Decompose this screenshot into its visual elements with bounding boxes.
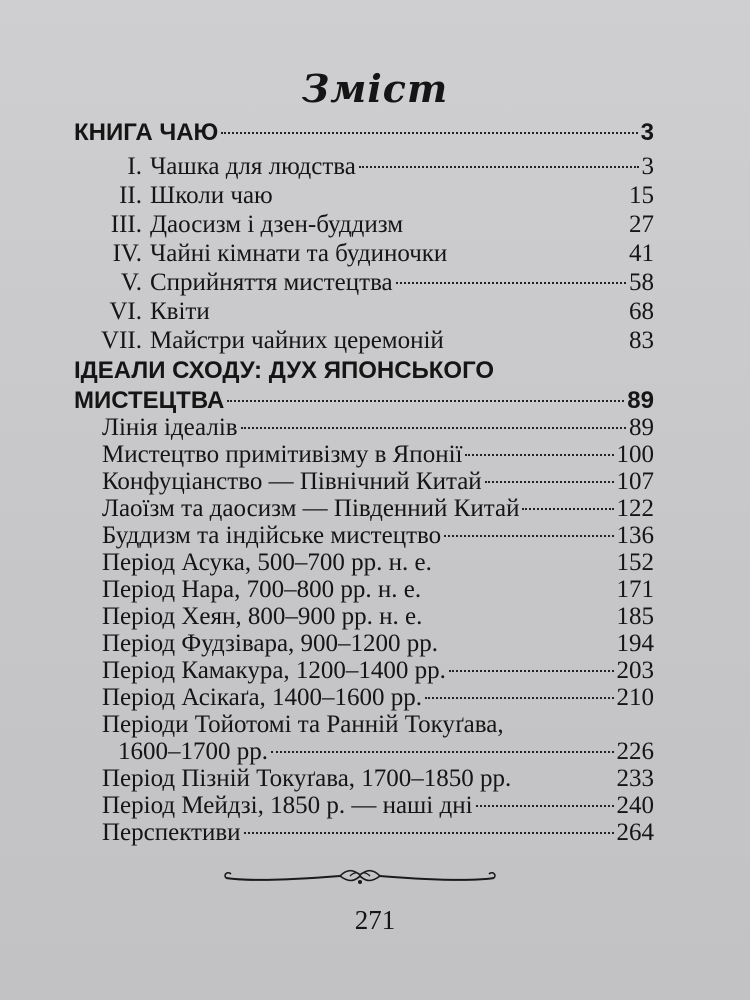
entry-title: Період Нара, 700–800 рр. н. е. xyxy=(102,576,422,603)
chapter-title: Майстри чайних церемоній xyxy=(150,327,444,354)
toc-entry-12-line1[interactable]: Періоди Тойотомі та Ранній Токуґава, xyxy=(102,711,504,738)
dot-leader xyxy=(485,481,614,483)
page-title: Зміст xyxy=(301,66,449,111)
dot-leader xyxy=(465,454,613,456)
chapter-number: VII. xyxy=(101,327,142,354)
page-number: 68 xyxy=(629,298,654,325)
toc-entry-1[interactable] xyxy=(102,413,654,443)
page-number: 233 xyxy=(616,765,654,792)
toc-chapter-3[interactable] xyxy=(96,210,654,240)
toc-chapter-7[interactable] xyxy=(96,326,654,356)
dot-leader xyxy=(449,670,614,672)
toc-entry-10[interactable] xyxy=(102,656,654,686)
chapter-number: IV. xyxy=(112,240,142,267)
toc-entry-4[interactable] xyxy=(102,494,654,524)
section-title: КНИГА ЧАЮ xyxy=(74,119,219,146)
entry-title: Період Фудзівара, 900–1200 рр. xyxy=(102,630,439,657)
page-folio-number: 271 xyxy=(354,905,396,935)
entry-title: Період Мейдзі, 1850 р. — наші дні xyxy=(102,792,473,819)
page-number: 83 xyxy=(629,327,654,354)
entry-title: Лінія ідеалів xyxy=(102,414,238,441)
entry-title: Конфуціанство — Північний Китай xyxy=(102,468,482,495)
chapter-title: Чайні кімнати та будиночки xyxy=(150,240,448,267)
toc-chapter-1[interactable] xyxy=(96,152,654,182)
flourish-divider-icon xyxy=(222,862,498,888)
entry-title: Період Асікаґа, 1400–1600 рр. xyxy=(102,684,423,711)
chapter-title: Школи чаю xyxy=(150,182,273,209)
chapter-title: Даосизм і дзен-буддизм xyxy=(150,211,404,238)
toc-entry-3[interactable] xyxy=(102,467,654,497)
entry-title: Період Асука, 500–700 рр. н. е. xyxy=(102,549,432,576)
dot-leader xyxy=(522,508,613,510)
page-number: 27 xyxy=(629,211,654,238)
entry-title: Перспективи xyxy=(102,819,241,846)
page-number: 41 xyxy=(629,240,654,267)
dot-leader xyxy=(271,751,614,753)
toc-section-ideals-of-the-east[interactable] xyxy=(74,386,654,416)
toc-entry-13[interactable] xyxy=(102,764,654,794)
toc-entry-12[interactable] xyxy=(118,737,654,767)
page-number: 264 xyxy=(616,819,654,846)
chapter-number: I. xyxy=(127,153,142,180)
dot-leader xyxy=(396,282,626,284)
page-number: 185 xyxy=(616,603,654,630)
toc-chapter-4[interactable] xyxy=(96,239,654,269)
page-number: 210 xyxy=(616,684,654,711)
entry-title: Буддизм та індійське мистецтво xyxy=(102,522,442,549)
chapter-number: VI. xyxy=(109,298,142,325)
page-number: 194 xyxy=(616,630,654,657)
toc-entry-15[interactable] xyxy=(102,818,654,848)
dot-leader xyxy=(227,400,624,402)
dot-leader xyxy=(444,535,613,537)
toc-section-ideals-heading[interactable]: ІДЕАЛИ СХОДУ: ДУХ ЯПОНСЬКОГО xyxy=(74,357,495,384)
page-number: 100 xyxy=(616,441,654,468)
toc-entry-5[interactable] xyxy=(102,521,654,551)
dot-leader xyxy=(241,427,626,429)
dot-leader xyxy=(221,132,637,134)
toc-section-book-of-tea[interactable] xyxy=(74,118,654,148)
toc-entry-8[interactable] xyxy=(102,602,654,632)
chapter-number: II. xyxy=(119,182,142,209)
page-number: 89 xyxy=(627,387,654,414)
chapter-title: Квіти xyxy=(150,298,210,325)
entry-title: 1600–1700 рр. xyxy=(118,738,268,765)
toc-entry-9[interactable] xyxy=(102,629,654,659)
toc-entry-14[interactable] xyxy=(102,791,654,821)
page-number: 3 xyxy=(640,119,654,146)
page-number: 136 xyxy=(616,522,654,549)
entry-title: Період Хеян, 800–900 рр. н. е. xyxy=(102,603,423,630)
chapter-title: Чашка для людства xyxy=(150,153,356,180)
page-number: 89 xyxy=(629,414,654,441)
chapter-title: Сприйняття мистецтва xyxy=(150,269,393,296)
toc-chapter-2[interactable] xyxy=(96,181,654,211)
dot-leader xyxy=(425,697,613,699)
page-number: 240 xyxy=(616,792,654,819)
page-number: 107 xyxy=(616,468,654,495)
page-number: 15 xyxy=(629,182,654,209)
entry-title: Період Пізній Токуґава, 1700–1850 рр. xyxy=(102,765,512,792)
page-number: 58 xyxy=(629,269,654,296)
page-number: 226 xyxy=(616,738,654,765)
dot-leader xyxy=(244,832,614,834)
dot-leader xyxy=(476,805,614,807)
toc-entry-6[interactable] xyxy=(102,548,654,578)
toc-entry-7[interactable] xyxy=(102,575,654,605)
toc-entry-2[interactable] xyxy=(102,440,654,470)
chapter-number: III. xyxy=(110,211,142,238)
page-number: 171 xyxy=(616,576,654,603)
entry-title: Лаоїзм та даосизм — Південний Китай xyxy=(102,495,520,522)
page-number: 203 xyxy=(616,657,654,684)
page-number: 122 xyxy=(616,495,654,522)
toc-chapter-6[interactable] xyxy=(96,297,654,327)
entry-title: Мистецтво примітивізму в Японії xyxy=(102,441,463,468)
toc-chapter-5[interactable] xyxy=(96,268,654,298)
chapter-number: V. xyxy=(120,269,142,296)
section-title: МИСТЕЦТВА xyxy=(74,387,225,414)
dot-leader xyxy=(359,166,639,168)
toc-entry-11[interactable] xyxy=(102,683,654,713)
page-number: 3 xyxy=(641,153,654,180)
entry-title: Період Камакура, 1200–1400 рр. xyxy=(102,657,446,684)
page-number: 152 xyxy=(616,549,654,576)
